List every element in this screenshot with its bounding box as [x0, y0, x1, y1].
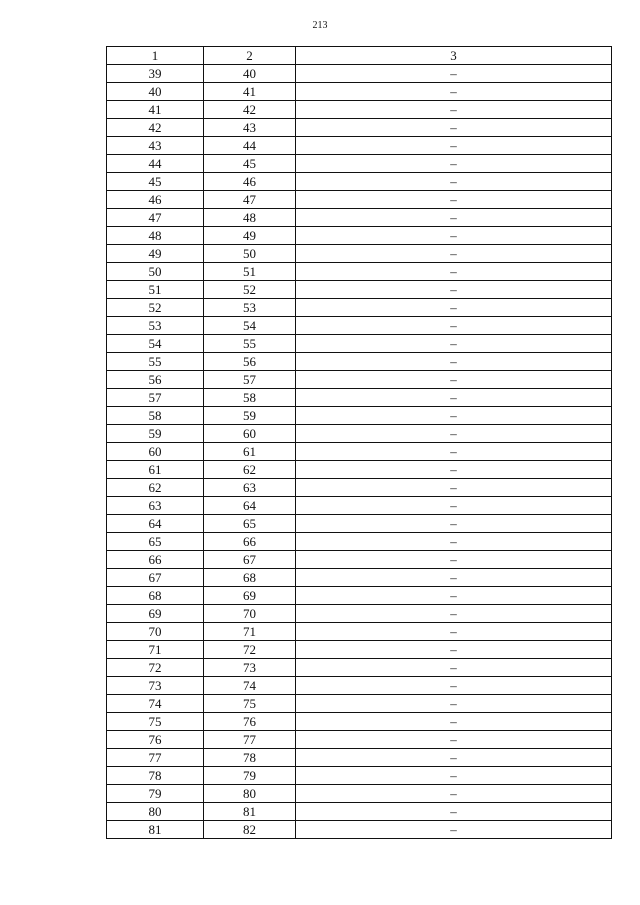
table-row	[107, 263, 612, 281]
table-cell-col-3: –	[296, 551, 612, 569]
table-row	[107, 281, 612, 299]
table-cell-col-3: –	[296, 803, 612, 821]
table-row	[107, 767, 612, 785]
table-row	[107, 803, 612, 821]
table-cell-col-3: –	[296, 335, 612, 353]
table-cell-col-1: 81	[107, 821, 204, 839]
table-cell-col-2: 62	[204, 461, 296, 479]
table-row	[107, 353, 612, 371]
table-row	[107, 425, 612, 443]
table-cell-col-1: 40	[107, 83, 204, 101]
table-cell-col-1: 75	[107, 713, 204, 731]
table-cell-col-3: –	[296, 119, 612, 137]
table-cell-col-2: 74	[204, 677, 296, 695]
table-row	[107, 659, 612, 677]
column-header-2: 2	[204, 47, 296, 65]
table-row	[107, 641, 612, 659]
table-cell-col-3: –	[296, 137, 612, 155]
table-cell-col-3: –	[296, 659, 612, 677]
table-cell-col-1: 55	[107, 353, 204, 371]
table-cell-col-3: –	[296, 497, 612, 515]
table-cell-col-3: –	[296, 443, 612, 461]
table-row	[107, 335, 612, 353]
table-row	[107, 227, 612, 245]
table-row	[107, 83, 612, 101]
table-row	[107, 209, 612, 227]
table-cell-col-3: –	[296, 353, 612, 371]
table-cell-col-3: –	[296, 173, 612, 191]
table-cell-col-2: 40	[204, 65, 296, 83]
table-cell-col-2: 52	[204, 281, 296, 299]
table-cell-col-2: 63	[204, 479, 296, 497]
table-row	[107, 569, 612, 587]
table-cell-col-2: 76	[204, 713, 296, 731]
table-cell-col-2: 71	[204, 623, 296, 641]
table-row	[107, 245, 612, 263]
table-cell-col-3: –	[296, 515, 612, 533]
table-cell-col-2: 75	[204, 695, 296, 713]
table-cell-col-3: –	[296, 83, 612, 101]
table-cell-col-1: 74	[107, 695, 204, 713]
table-cell-col-3: –	[296, 461, 612, 479]
column-header-1: 1	[107, 47, 204, 65]
table-cell-col-3: –	[296, 677, 612, 695]
table-cell-col-3: –	[296, 569, 612, 587]
table-cell-col-3: –	[296, 533, 612, 551]
table-row	[107, 173, 612, 191]
table-cell-col-3: –	[296, 263, 612, 281]
table-header	[107, 47, 612, 65]
table-row	[107, 713, 612, 731]
page-number: 213	[312, 20, 328, 31]
table-cell-col-1: 50	[107, 263, 204, 281]
table-row	[107, 389, 612, 407]
table-cell-col-1: 51	[107, 281, 204, 299]
table-cell-col-1: 65	[107, 533, 204, 551]
table-cell-col-3: –	[296, 299, 612, 317]
table-cell-col-2: 41	[204, 83, 296, 101]
table-cell-col-3: –	[296, 407, 612, 425]
table-row	[107, 155, 612, 173]
table-row	[107, 587, 612, 605]
table-cell-col-2: 44	[204, 137, 296, 155]
table-cell-col-2: 48	[204, 209, 296, 227]
table-cell-col-1: 59	[107, 425, 204, 443]
table-cell-col-2: 72	[204, 641, 296, 659]
table-cell-col-3: –	[296, 317, 612, 335]
data-table	[106, 46, 612, 839]
table-cell-col-1: 72	[107, 659, 204, 677]
table-cell-col-2: 81	[204, 803, 296, 821]
table-cell-col-1: 67	[107, 569, 204, 587]
table-cell-col-1: 64	[107, 515, 204, 533]
table-cell-col-1: 60	[107, 443, 204, 461]
table-cell-col-2: 70	[204, 605, 296, 623]
table-cell-col-2: 69	[204, 587, 296, 605]
table-cell-col-3: –	[296, 605, 612, 623]
table-cell-col-2: 60	[204, 425, 296, 443]
table-cell-col-1: 63	[107, 497, 204, 515]
table-cell-col-2: 57	[204, 371, 296, 389]
table-cell-col-3: –	[296, 101, 612, 119]
table-cell-col-1: 78	[107, 767, 204, 785]
table-cell-col-2: 46	[204, 173, 296, 191]
table-cell-col-3: –	[296, 731, 612, 749]
table-row	[107, 731, 612, 749]
table-row	[107, 371, 612, 389]
table-cell-col-2: 58	[204, 389, 296, 407]
table-cell-col-3: –	[296, 713, 612, 731]
table-cell-col-3: –	[296, 245, 612, 263]
table-row	[107, 515, 612, 533]
table-cell-col-3: –	[296, 425, 612, 443]
table-cell-col-2: 67	[204, 551, 296, 569]
table-cell-col-1: 71	[107, 641, 204, 659]
table-cell-col-1: 52	[107, 299, 204, 317]
table-cell-col-1: 61	[107, 461, 204, 479]
table-cell-col-2: 59	[204, 407, 296, 425]
table-cell-col-2: 56	[204, 353, 296, 371]
table-cell-col-1: 47	[107, 209, 204, 227]
table-cell-col-1: 39	[107, 65, 204, 83]
table-cell-col-1: 69	[107, 605, 204, 623]
table-cell-col-2: 78	[204, 749, 296, 767]
table-cell-col-2: 64	[204, 497, 296, 515]
table-cell-col-1: 79	[107, 785, 204, 803]
table-cell-col-2: 43	[204, 119, 296, 137]
table-row	[107, 605, 612, 623]
table-row	[107, 821, 612, 839]
column-header-3: 3	[296, 47, 612, 65]
table-cell-col-1: 54	[107, 335, 204, 353]
table-cell-col-2: 47	[204, 191, 296, 209]
table-cell-col-1: 56	[107, 371, 204, 389]
table-body	[107, 65, 612, 839]
table-row	[107, 623, 612, 641]
table-cell-col-1: 77	[107, 749, 204, 767]
table-cell-col-1: 76	[107, 731, 204, 749]
table-cell-col-2: 51	[204, 263, 296, 281]
table-cell-col-1: 57	[107, 389, 204, 407]
table-cell-col-3: –	[296, 281, 612, 299]
table-cell-col-2: 53	[204, 299, 296, 317]
table-cell-col-2: 73	[204, 659, 296, 677]
table-row	[107, 119, 612, 137]
header-row	[107, 47, 612, 65]
table-cell-col-3: –	[296, 767, 612, 785]
table-row	[107, 137, 612, 155]
table-cell-col-1: 62	[107, 479, 204, 497]
table-cell-col-2: 49	[204, 227, 296, 245]
table-cell-col-3: –	[296, 479, 612, 497]
table-cell-col-1: 45	[107, 173, 204, 191]
table-cell-col-1: 42	[107, 119, 204, 137]
table-cell-col-2: 79	[204, 767, 296, 785]
table-cell-col-3: –	[296, 371, 612, 389]
table-cell-col-2: 50	[204, 245, 296, 263]
table-cell-col-3: –	[296, 227, 612, 245]
table-cell-col-2: 45	[204, 155, 296, 173]
table-cell-col-2: 42	[204, 101, 296, 119]
table-cell-col-3: –	[296, 821, 612, 839]
table-row	[107, 749, 612, 767]
table-row	[107, 299, 612, 317]
table-cell-col-1: 53	[107, 317, 204, 335]
table-row	[107, 65, 612, 83]
table-cell-col-3: –	[296, 587, 612, 605]
table-cell-col-2: 54	[204, 317, 296, 335]
table-cell-col-1: 41	[107, 101, 204, 119]
table-cell-col-1: 80	[107, 803, 204, 821]
table-row	[107, 101, 612, 119]
table-row	[107, 191, 612, 209]
table-cell-col-3: –	[296, 155, 612, 173]
table-cell-col-2: 55	[204, 335, 296, 353]
table-cell-col-2: 77	[204, 731, 296, 749]
table-row	[107, 497, 612, 515]
table-cell-col-1: 73	[107, 677, 204, 695]
table-row	[107, 677, 612, 695]
table-cell-col-1: 49	[107, 245, 204, 263]
table-cell-col-2: 82	[204, 821, 296, 839]
table-cell-col-3: –	[296, 389, 612, 407]
table-cell-col-1: 70	[107, 623, 204, 641]
table-cell-col-1: 68	[107, 587, 204, 605]
table-row	[107, 461, 612, 479]
table-cell-col-3: –	[296, 65, 612, 83]
table-cell-col-2: 61	[204, 443, 296, 461]
table-cell-col-3: –	[296, 209, 612, 227]
table-cell-col-1: 58	[107, 407, 204, 425]
table-row	[107, 407, 612, 425]
table-row	[107, 551, 612, 569]
table-cell-col-2: 66	[204, 533, 296, 551]
table-cell-col-3: –	[296, 785, 612, 803]
table-cell-col-2: 68	[204, 569, 296, 587]
table-cell-col-3: –	[296, 191, 612, 209]
table-cell-col-1: 48	[107, 227, 204, 245]
table-cell-col-1: 43	[107, 137, 204, 155]
table-row	[107, 317, 612, 335]
table-cell-col-2: 80	[204, 785, 296, 803]
table-row	[107, 785, 612, 803]
table-row	[107, 479, 612, 497]
table-row	[107, 533, 612, 551]
table-cell-col-3: –	[296, 641, 612, 659]
table-row	[107, 443, 612, 461]
table-cell-col-3: –	[296, 623, 612, 641]
table-cell-col-3: –	[296, 695, 612, 713]
table-cell-col-3: –	[296, 749, 612, 767]
table-row	[107, 695, 612, 713]
table-cell-col-1: 46	[107, 191, 204, 209]
table-cell-col-1: 44	[107, 155, 204, 173]
table-cell-col-2: 65	[204, 515, 296, 533]
table-cell-col-1: 66	[107, 551, 204, 569]
